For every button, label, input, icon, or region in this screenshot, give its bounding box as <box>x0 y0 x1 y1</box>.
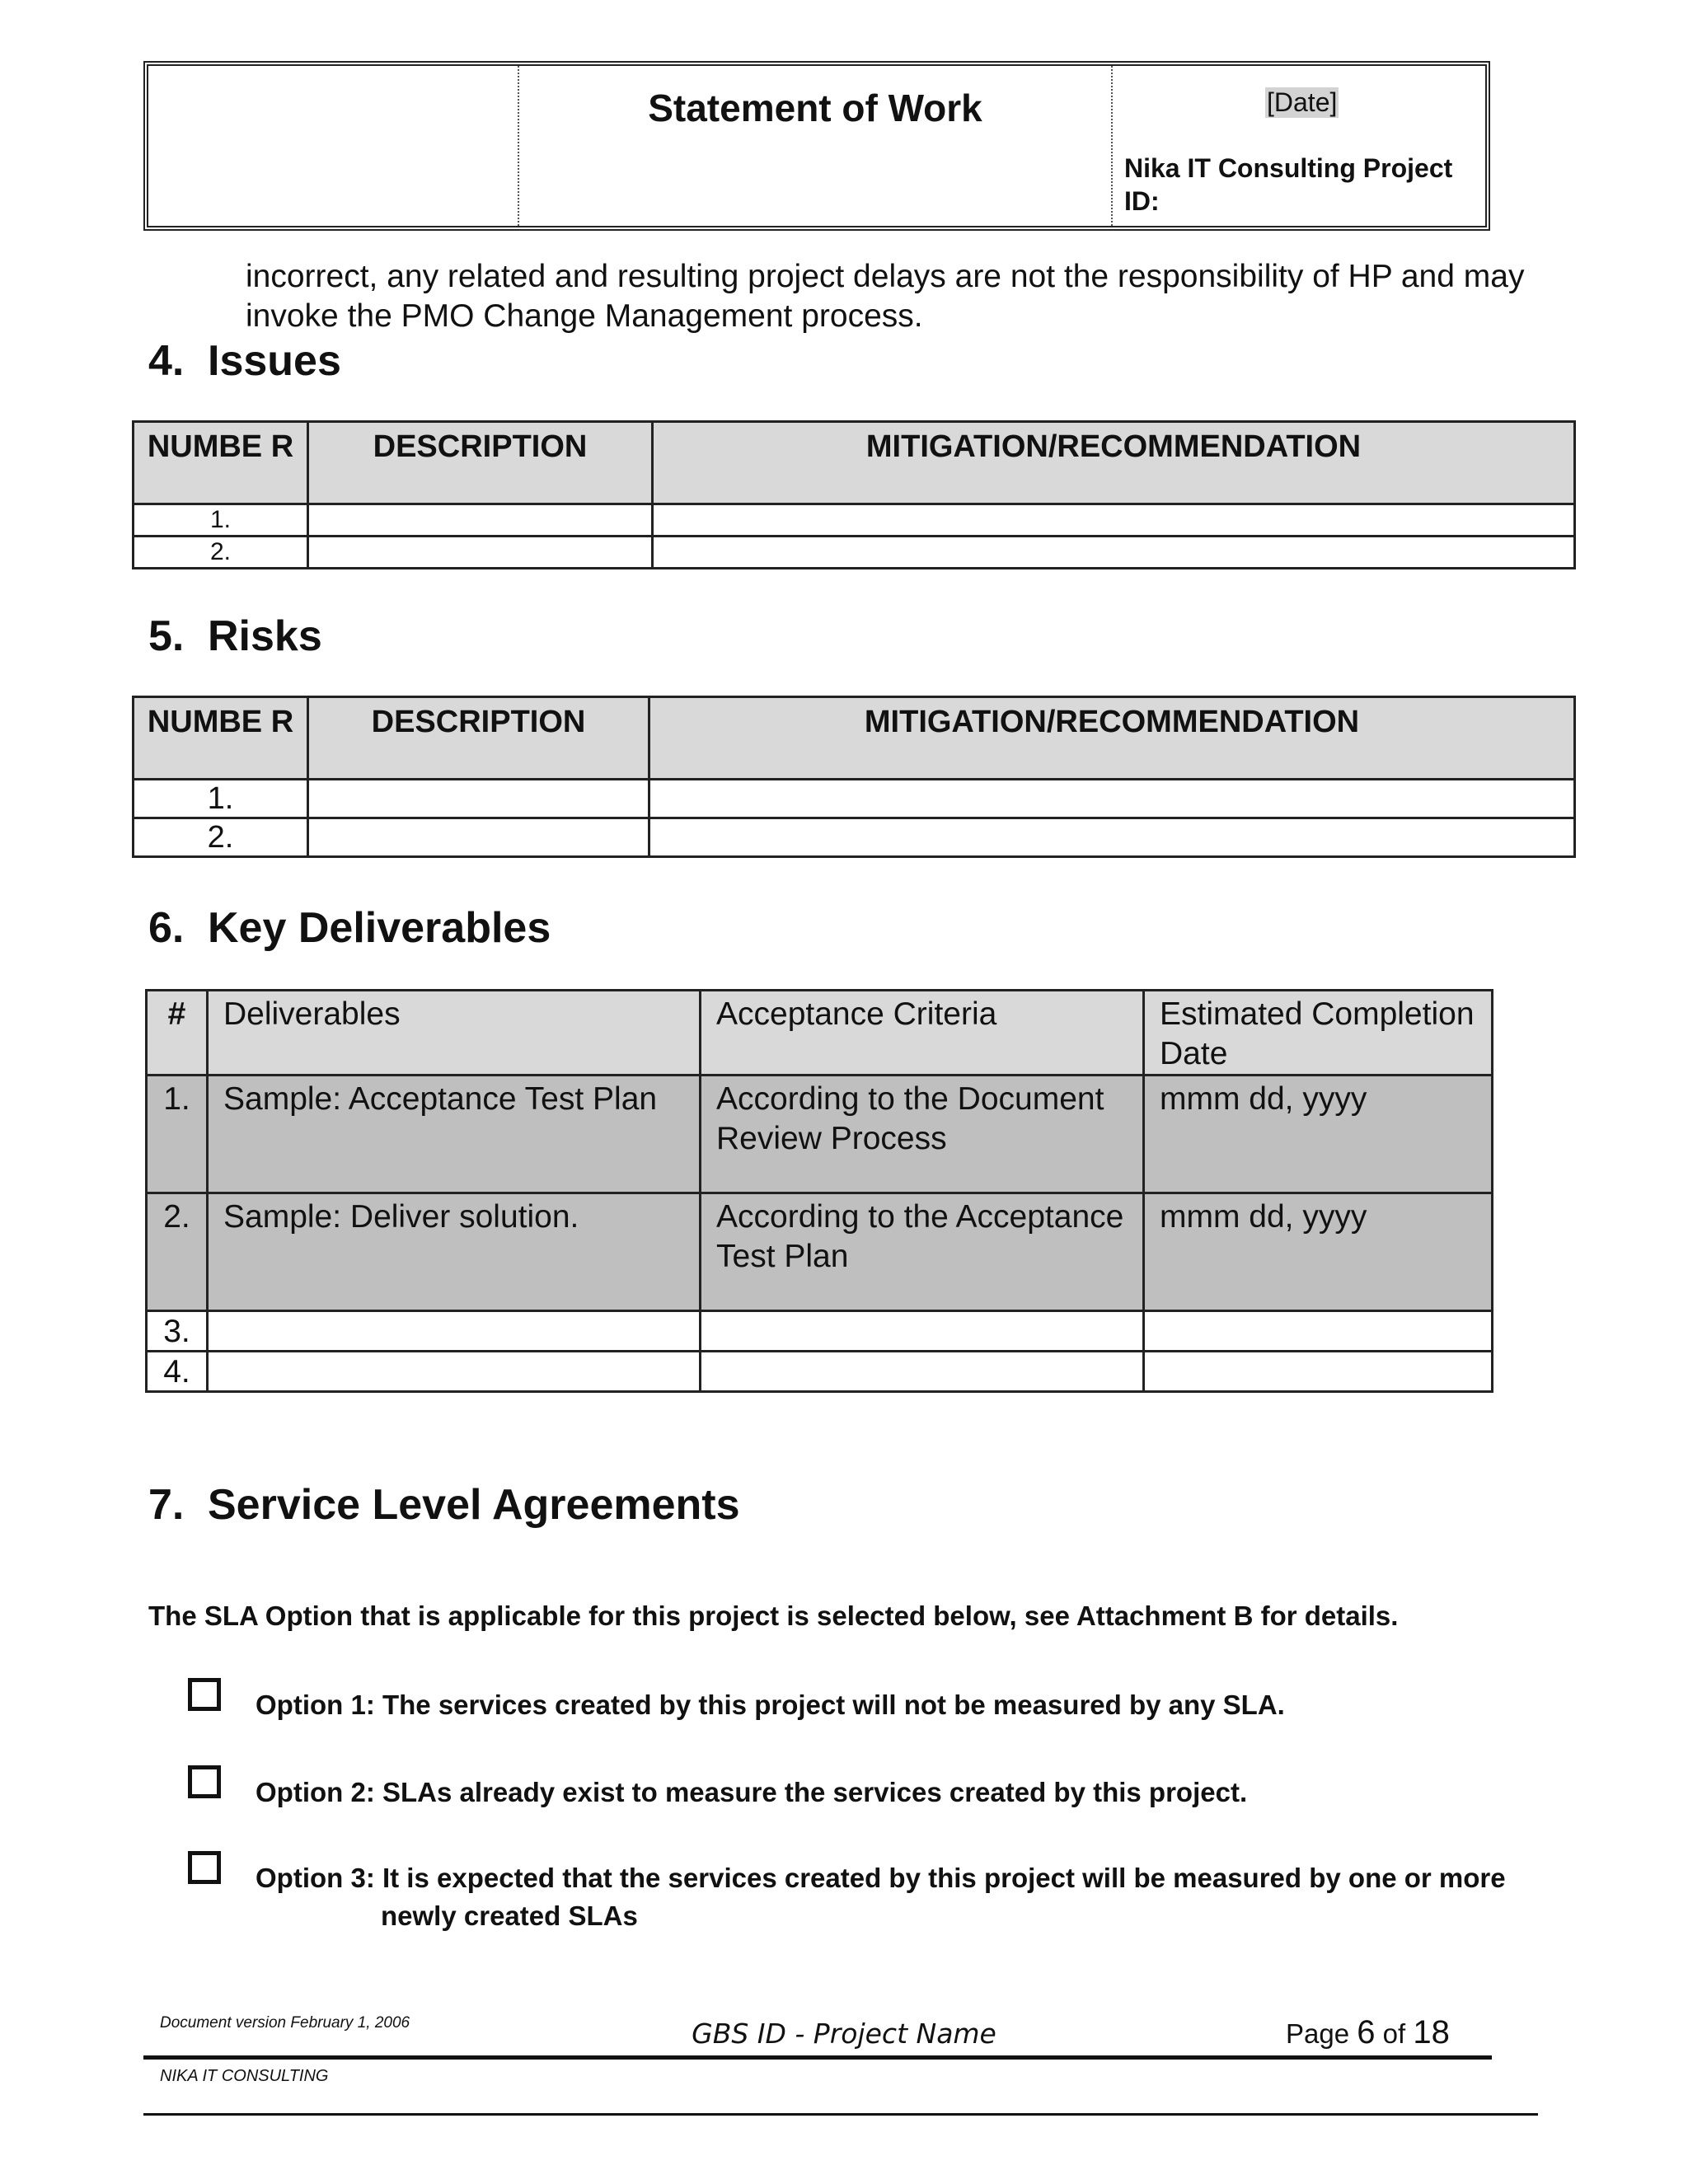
criteria-cell[interactable]: According to the Acceptance Test Plan <box>701 1193 1144 1311</box>
table-row <box>147 1311 1493 1352</box>
deliverable-cell[interactable]: Sample: Deliver solution. <box>208 1193 701 1311</box>
sla-heading-text: Service Level Agreements <box>208 1481 740 1529</box>
document-version: Document version February 1, 2006 <box>160 2014 410 2032</box>
page-of-label: of <box>1382 2018 1406 2049</box>
hash-header-text: # <box>167 996 186 1032</box>
row-number: 1. <box>134 780 308 818</box>
deliverables-table <box>145 989 1493 1393</box>
deliverable-cell[interactable] <box>208 1352 701 1392</box>
column-header: MITIGATION/RECOMMENDATION <box>649 697 1575 780</box>
description-cell[interactable] <box>308 537 653 569</box>
column-header: DESCRIPTION <box>308 697 649 780</box>
date-cell[interactable]: mmm dd, yyyy <box>1144 1076 1493 1193</box>
column-header: Acceptance Criteria <box>701 991 1144 1076</box>
criteria-cell[interactable]: According to the Document Review Process <box>701 1076 1144 1193</box>
table-row <box>134 504 1575 537</box>
row-number: 3. <box>147 1311 208 1352</box>
row-number: 1. <box>147 1076 208 1193</box>
mitigation-cell[interactable] <box>653 504 1575 537</box>
date-field[interactable]: [Date] <box>1267 87 1338 117</box>
header-title-cell <box>519 66 1113 226</box>
column-header: Deliverables <box>208 991 701 1076</box>
date-cell[interactable] <box>1144 1311 1493 1352</box>
option-1-checkbox[interactable] <box>188 1678 221 1711</box>
document-header <box>143 61 1490 231</box>
row-number: 2. <box>134 537 308 569</box>
footer-project-name: GBS ID - Project Name <box>692 2018 996 2050</box>
header-info-cell <box>1113 66 1485 226</box>
issues-table <box>132 420 1576 569</box>
table-header-row <box>134 422 1575 504</box>
mitigation-cell[interactable] <box>649 780 1575 818</box>
option-3-continuation: newly created SLAs <box>381 1900 638 1931</box>
issues-heading-number: 4. <box>148 337 185 385</box>
table-row <box>147 1352 1493 1392</box>
row-number: 2. <box>134 818 308 857</box>
footer-company: NIKA IT CONSULTING <box>160 2067 329 2085</box>
table-header-row <box>134 697 1575 780</box>
deliverables-heading <box>148 903 551 953</box>
description-cell[interactable] <box>308 780 649 818</box>
issues-heading <box>148 336 341 386</box>
column-header: Estimated Completion Date <box>1144 991 1493 1076</box>
row-number: 4. <box>147 1352 208 1392</box>
document-title: Statement of Work <box>648 87 982 129</box>
intro-paragraph: incorrect, any related and resulting project delays are not the responsibility of HP and may invoke the PMO Change Management process. <box>246 259 1525 334</box>
footer-divider <box>143 2055 1492 2060</box>
date-cell[interactable] <box>1144 1352 1493 1392</box>
table-row <box>134 780 1575 818</box>
sla-intro-text: The SLA Option that is applicable for this project is selected below, see Attachment B for details. <box>148 1601 1399 1631</box>
column-header <box>147 991 208 1076</box>
deliverable-cell[interactable] <box>208 1311 701 1352</box>
page-number <box>1286 2014 1450 2051</box>
risks-heading <box>148 612 322 661</box>
option-3-label: Option 3: It is expected that the services created by this project will be measured by one or more <box>256 1863 1506 1893</box>
description-cell[interactable] <box>308 504 653 537</box>
deliverables-heading-number: 6. <box>148 904 185 952</box>
risks-heading-number: 5. <box>148 612 185 660</box>
deliverable-cell[interactable]: Sample: Acceptance Test Plan <box>208 1076 701 1193</box>
sla-heading-number: 7. <box>148 1481 185 1529</box>
header-logo-cell <box>148 66 519 226</box>
footer-bottom-divider <box>143 2113 1538 2116</box>
column-header: DESCRIPTION <box>308 422 653 504</box>
page-current: 6 <box>1357 2014 1376 2050</box>
deliverables-heading-text: Key Deliverables <box>208 904 551 952</box>
criteria-cell[interactable] <box>701 1311 1144 1352</box>
page-total: 18 <box>1413 2014 1450 2050</box>
date-cell[interactable]: mmm dd, yyyy <box>1144 1193 1493 1311</box>
risks-table <box>132 696 1576 858</box>
row-number: 1. <box>134 504 308 537</box>
page-label: Page <box>1286 2018 1350 2049</box>
option-2-label: Option 2: SLAs already exist to measure the services created by this project. <box>256 1777 1248 1807</box>
risks-heading-text: Risks <box>208 612 322 660</box>
mitigation-cell[interactable] <box>649 818 1575 857</box>
issues-heading-text: Issues <box>208 337 341 385</box>
mitigation-cell[interactable] <box>653 537 1575 569</box>
option-2-checkbox[interactable] <box>188 1765 221 1798</box>
criteria-cell[interactable] <box>701 1352 1144 1392</box>
project-id-label: Nika IT Consulting Project ID: <box>1124 153 1453 216</box>
row-number: 2. <box>147 1193 208 1311</box>
table-row <box>134 818 1575 857</box>
column-header: NUMBE R <box>134 697 308 780</box>
sla-heading <box>148 1480 740 1530</box>
description-cell[interactable] <box>308 818 649 857</box>
table-header-row <box>147 991 1493 1076</box>
table-row <box>147 1076 1493 1193</box>
option-1-label: Option 1: The services created by this project will not be measured by any SLA. <box>256 1690 1285 1720</box>
column-header: NUMBE R <box>134 422 308 504</box>
option-3-checkbox[interactable] <box>188 1851 221 1884</box>
table-row <box>147 1193 1493 1311</box>
table-row <box>134 537 1575 569</box>
column-header: MITIGATION/RECOMMENDATION <box>653 422 1575 504</box>
